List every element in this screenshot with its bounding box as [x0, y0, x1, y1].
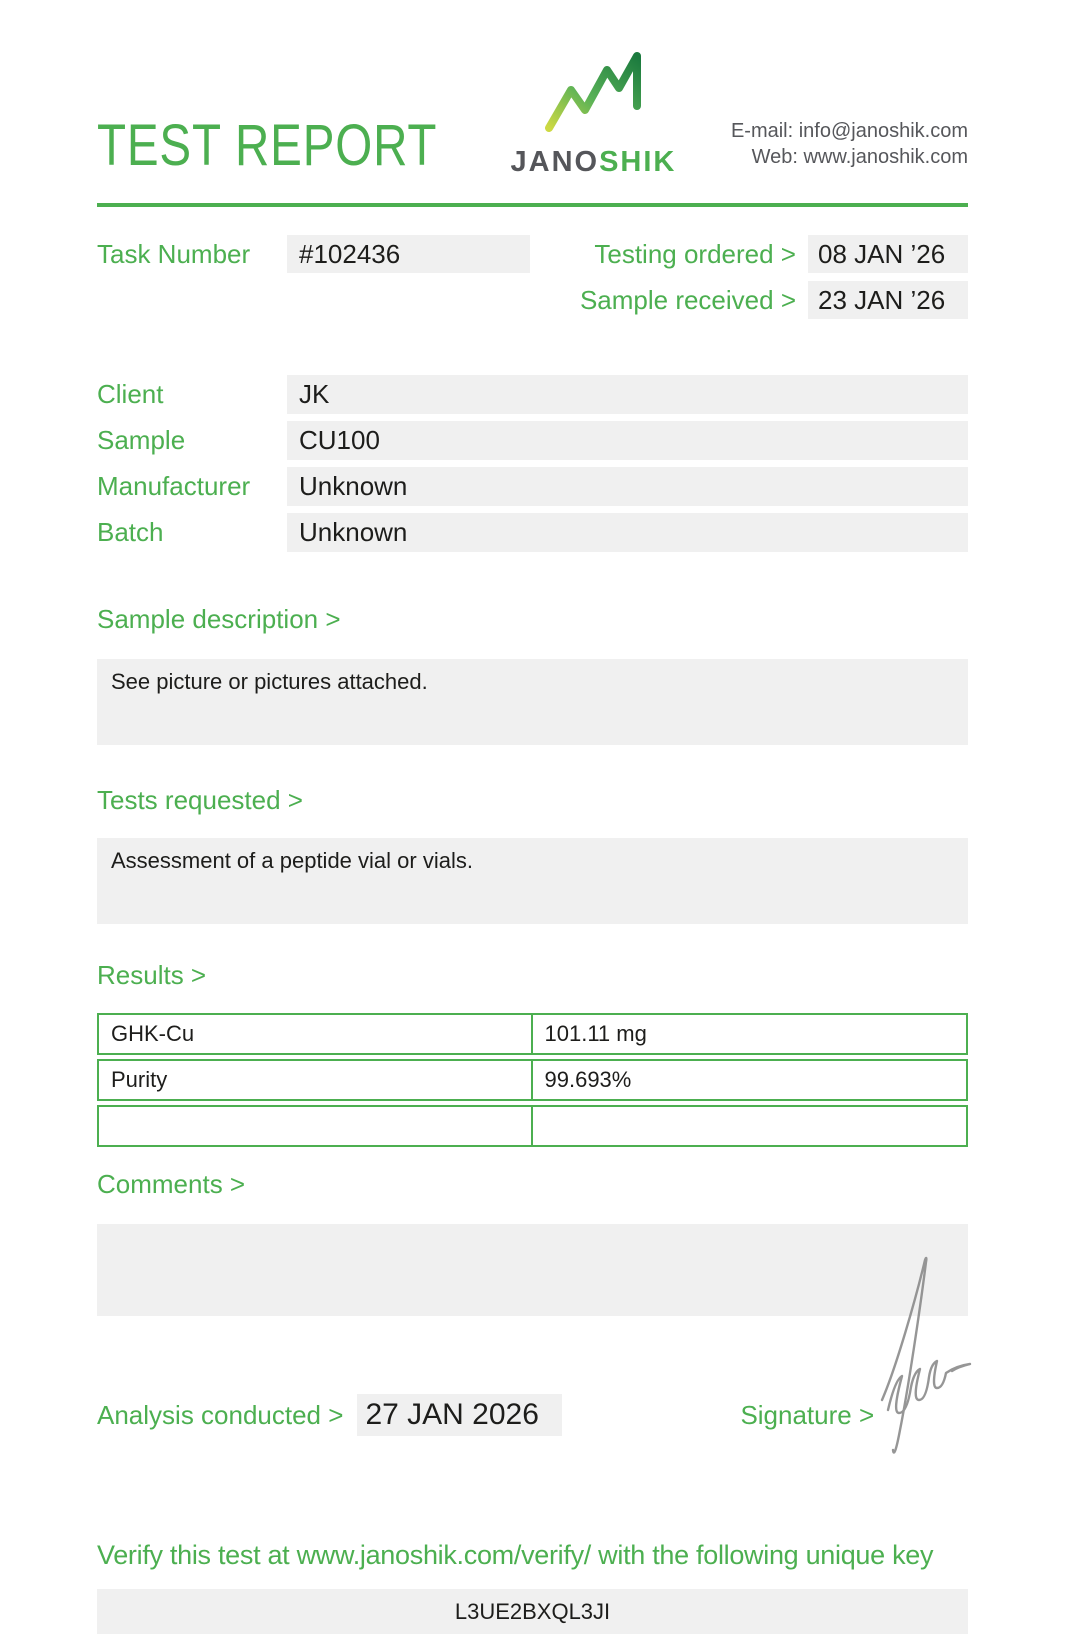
header — [97, 0, 968, 177]
brand-jano: JANO — [510, 146, 600, 178]
batch-label: Batch — [97, 517, 164, 547]
tests-requested-box: Assessment of a peptide vial or vials. — [97, 838, 968, 924]
sample-received-label: Sample received > — [579, 284, 796, 315]
sample-received-date: 23 JAN ’26 — [808, 281, 968, 319]
janoshik-logo — [511, 50, 677, 177]
email-line: E-mail: info@janoshik.com — [730, 119, 968, 142]
result-name: Purity — [99, 1061, 533, 1099]
brand-shik: SHIK — [599, 146, 677, 178]
client-value: JK — [287, 375, 968, 414]
signature-label: Signature > — [740, 1399, 875, 1430]
task-number-label: Task Number — [97, 238, 251, 269]
result-value: 101.11 mg — [544, 1021, 647, 1046]
info-row-sample — [97, 421, 968, 460]
manufacturer-label: Manufacturer — [97, 471, 251, 501]
signature-image — [858, 1250, 978, 1465]
manufacturer-value: Unknown — [287, 467, 968, 506]
comments-box — [97, 1224, 968, 1316]
web-line: Web: www.janoshik.com — [751, 146, 968, 169]
sample-description-box: See picture or pictures attached. — [97, 659, 968, 745]
info-section — [97, 375, 968, 552]
result-value — [533, 1107, 967, 1145]
contact-info — [731, 118, 968, 171]
comments-heading: Comments > — [97, 1169, 246, 1199]
info-row-manufacturer — [97, 467, 968, 506]
trend-chart-icon — [541, 50, 645, 146]
unique-key-box: L3UE2BXQL3JI — [97, 1589, 968, 1634]
page-title: TEST REPORT — [97, 113, 438, 178]
sample-description-heading: Sample description > — [97, 604, 341, 634]
analysis-section — [97, 1394, 968, 1436]
sample-value: CU100 — [287, 421, 968, 460]
verify-instruction: Verify this test at www.janoshik.com/verify/ with the following unique key — [97, 1540, 934, 1570]
info-row-client — [97, 375, 968, 414]
testing-ordered-date: 08 JAN ’26 — [808, 235, 968, 273]
client-label: Client — [97, 379, 164, 409]
results-table — [97, 1013, 968, 1147]
result-name — [99, 1107, 533, 1145]
task-number-value: #102436 — [287, 235, 530, 273]
result-name: GHK-Cu — [99, 1015, 533, 1053]
batch-value: Unknown — [287, 513, 968, 552]
table-row — [97, 1059, 968, 1101]
info-row-batch — [97, 513, 968, 552]
task-section — [97, 235, 968, 319]
sample-label: Sample — [97, 425, 186, 455]
tests-requested-heading: Tests requested > — [97, 785, 303, 815]
testing-ordered-label: Testing ordered > — [594, 238, 796, 269]
brand-wordmark — [511, 148, 677, 177]
table-row — [97, 1013, 968, 1055]
header-divider — [97, 203, 968, 207]
result-value: 99.693% — [544, 1067, 632, 1092]
table-row — [97, 1105, 968, 1147]
results-heading: Results > — [97, 960, 207, 990]
analysis-conducted-label: Analysis conducted > — [97, 1399, 344, 1430]
analysis-date: 27 JAN 2026 — [357, 1394, 562, 1436]
